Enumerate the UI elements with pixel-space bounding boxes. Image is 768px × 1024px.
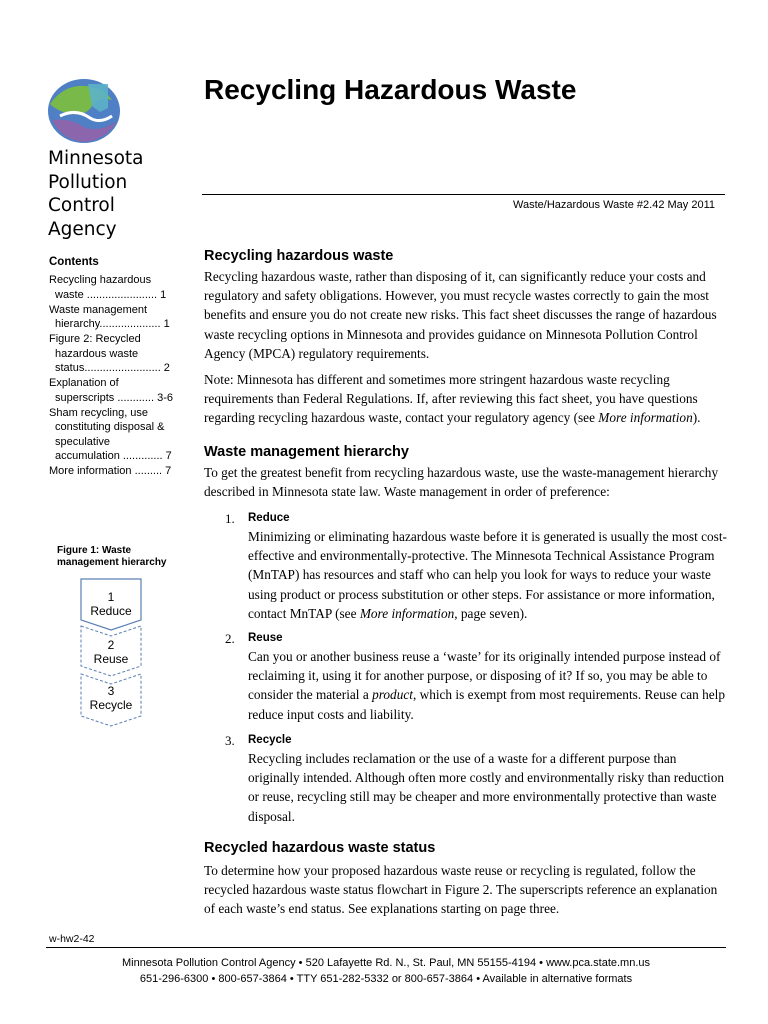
hierarchy-step-number: 1 xyxy=(107,590,115,604)
list-item-text xyxy=(248,647,728,724)
list-item-number: 3. xyxy=(225,733,235,748)
contents-entry[interactable] xyxy=(49,303,184,332)
contents-entry-line: Waste management xyxy=(49,303,148,316)
contents-entry-line: Recycling hazardous xyxy=(49,274,152,287)
footer-phone: 651-296-6300 • 800-657-3864 • TTY 651-282-5332 or 800-657-3864 • Available in alternative formats xyxy=(139,973,633,985)
more-information-reference: More information xyxy=(598,410,693,426)
hierarchy-step-reduce xyxy=(80,590,142,618)
list-item-text-part: , which is exempt from most requirements. Reuse can help reduce input costs and liability. xyxy=(248,687,725,722)
agency-line: Agency xyxy=(48,218,117,240)
contents-entry-line: hierarchy.................... 1 xyxy=(55,318,170,331)
note-text-end: ). xyxy=(692,410,701,426)
figure1-caption-line: management hierarchy xyxy=(57,557,167,568)
list-item-number: 1. xyxy=(225,511,235,526)
hierarchy-step-number: 2 xyxy=(107,638,115,652)
hierarchy-step-label: Reuse xyxy=(93,652,129,666)
recycling-paragraph: Recycling hazardous waste, rather than disposing of it, can significantly reduce your costs and regulatory and safety obligations. However, you must recycle wastes correctly to gain the most benefits and ensure you do not create new risks. This fact sheet discusses the range of hazardous waste recycling options in Minnesota and provides guidance on Minnesota Pollution Control Agency (MPCA) regulatory requirements. xyxy=(204,269,717,361)
hierarchy-step-recycle xyxy=(80,684,142,712)
agency-line: Pollution xyxy=(48,171,128,193)
page-title: Recycling Hazardous Waste xyxy=(204,74,577,105)
hierarchy-step-label: Recycle xyxy=(89,698,133,712)
list-item-text-part: Can you or another business reuse a ‘waste’ for its originally intended purpose instead of reclaiming it, using it for another purpose, or disposing of it? If so, you may be able to consider the material a xyxy=(248,649,721,703)
hierarchy-step-reuse xyxy=(80,638,142,666)
agency-line: Minnesota xyxy=(48,148,144,169)
hierarchy-step-label: Reduce xyxy=(90,604,132,618)
section-heading-status: Recycled hazardous waste status xyxy=(204,840,436,856)
contents-entry-line: waste ....................... 1 xyxy=(55,288,167,301)
list-item-heading: Recycle xyxy=(248,734,292,746)
hierarchy-step-number: 3 xyxy=(107,684,115,698)
contents-entry[interactable] xyxy=(49,464,184,478)
document-number: Waste/Hazardous Waste #2.42 May 2011 xyxy=(513,199,715,211)
status-paragraph: To determine how your proposed hazardous waste reuse or recycling is regulated, follow the recycled hazardous waste status flowchart in Figure 2. The superscripts reference an explanation of each waste’s end status. See explanations starting on page three. xyxy=(204,863,718,917)
list-item-text-part: , page seven). xyxy=(454,605,528,621)
footer-divider xyxy=(46,947,726,948)
note-text: Note: Minnesota has different and sometimes more stringent hazardous waste recycling requirements than Federal Regulations. If, after reviewing this fact sheet, you have questions regarding recycling hazardous waste, contact your regulatory agency (see xyxy=(204,372,698,426)
contents-entry[interactable] xyxy=(49,273,184,302)
more-information-reference: More information xyxy=(359,605,455,621)
contents-entry-line: speculative xyxy=(55,435,111,448)
section-heading-recycling: Recycling hazardous waste xyxy=(204,248,394,264)
contents-heading: Contents xyxy=(49,256,99,268)
mpca-logo xyxy=(46,78,122,144)
contents-entry[interactable] xyxy=(49,376,184,405)
contents-entry-line: hazardous waste xyxy=(55,347,139,360)
contents-entry-line: More information ......... 7 xyxy=(49,465,172,478)
contents-entry-line: Figure 2: Recycled xyxy=(49,333,141,346)
list-item-text: Recycling includes reclamation or the use of a waste for a different purpose than originally intended. Although often more costly and environmentally risky than reduction or reuse, recycling still may be cheaper and more environmentally protective than waste disposal. xyxy=(248,751,724,824)
list-item-heading: Reuse xyxy=(248,632,283,644)
contents-entry-line: Explanation of xyxy=(49,377,119,390)
contents-entry-line: constituting disposal & xyxy=(55,421,165,434)
footer-address: Minnesota Pollution Control Agency • 520 Lafayette Rd. N., St. Paul, MN 55155-4194 • www.pca.state.mn.us xyxy=(121,957,651,969)
form-code: w-hw2-42 xyxy=(49,933,95,945)
contents-entry-line: accumulation ............. 7 xyxy=(55,449,172,462)
table-of-contents xyxy=(49,255,184,479)
contents-entry-line: superscripts ............ 3-6 xyxy=(55,391,173,404)
note-paragraph xyxy=(204,370,728,428)
figure1-caption-line: Figure 1: Waste xyxy=(57,545,132,556)
section-heading-hierarchy: Waste management hierarchy xyxy=(204,444,409,460)
list-item-text xyxy=(248,527,728,623)
contents-entry-line: Sham recycling, use xyxy=(49,406,149,419)
contents-entry-line: status......................... 2 xyxy=(55,362,170,375)
agency-name xyxy=(48,147,143,241)
contents-entry[interactable] xyxy=(49,406,184,463)
product-term: product xyxy=(372,687,413,703)
figure1-caption xyxy=(57,545,187,569)
header-divider xyxy=(202,194,725,195)
list-item-text-part: Minimizing or eliminating hazardous waste before it is generated is usually the most cost-effective and environmentally-protective. The Minnesota Technical Assistance Program (MnTAP) has resources and staff who can help you look for ways to reduce your waste using product or process substitution or other steps. For assistance or more information, contact MnTAP (see xyxy=(248,529,727,621)
agency-line: Control xyxy=(48,195,115,216)
list-item-heading: Reduce xyxy=(248,512,290,524)
hierarchy-intro: To get the greatest benefit from recycling hazardous waste, use the waste-management hierarchy described in Minnesota state law. Waste management in order of preference: xyxy=(204,465,719,500)
list-item-number: 2. xyxy=(225,631,235,646)
contents-entry[interactable] xyxy=(49,332,184,375)
